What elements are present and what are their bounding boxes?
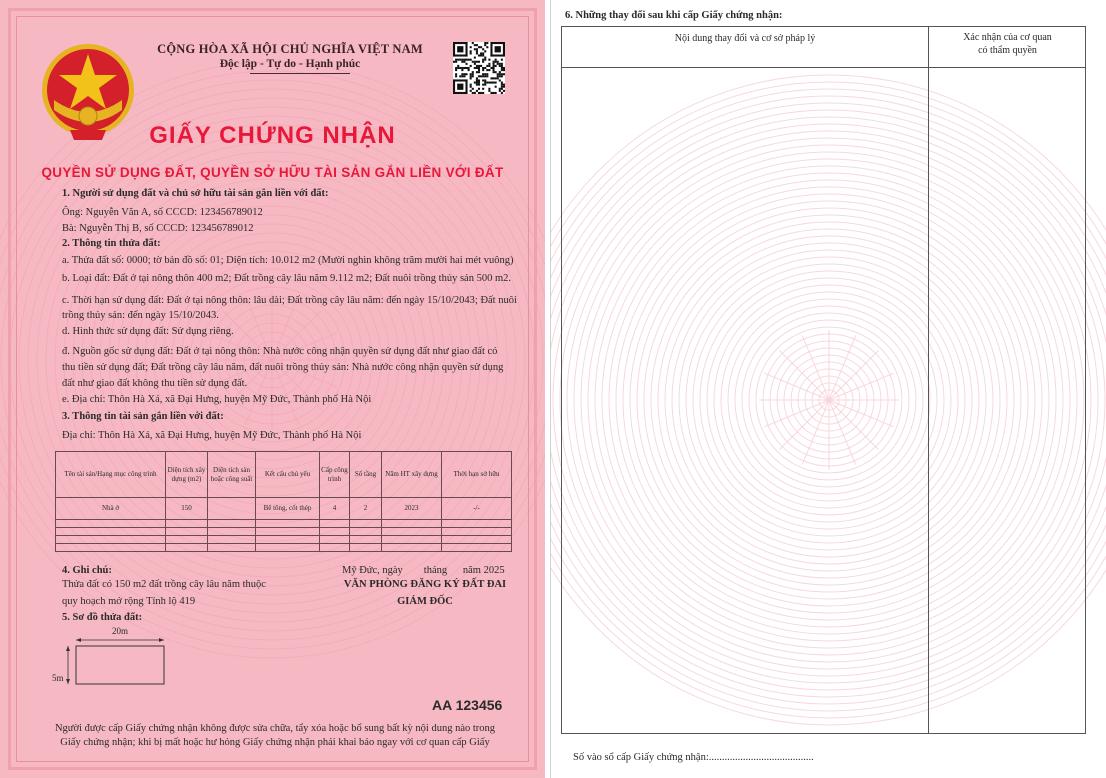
serial-number: AA 123456 xyxy=(432,697,503,713)
table-header: Số tầng xyxy=(350,452,382,498)
parcel-line: đất như giao đất không thu tiền sử dụng đất. xyxy=(62,378,248,389)
changes-column-header: Nội dung thay đổi và cơ sở pháp lý xyxy=(674,33,816,44)
changes-table xyxy=(561,26,1086,734)
parcel-line: c. Thời hạn sử dụng đất: Đất ở tại nông thôn: lâu dài; Đất trồng cây lâu năm: đến ngày 15/10/2043; Đất nuôi xyxy=(62,295,517,306)
table-header-row xyxy=(56,452,512,498)
table-row-empty xyxy=(56,544,512,552)
asset-address: Địa chỉ: Thôn Hà Xá, xã Đại Hưng, huyện Mỹ Đức, Thành phố Hà Nội xyxy=(62,430,362,441)
note-line: Thửa đất có 150 m2 đất trồng cây lâu năm thuộc xyxy=(62,579,266,590)
national-motto: Độc lập - Tự do - Hạnh phúc xyxy=(219,58,361,70)
table-row-empty xyxy=(56,520,512,528)
header-line: có thẩm quyền xyxy=(978,45,1037,56)
certificate-subtitle: QUYỀN SỬ DỤNG ĐẤT, QUYỀN SỞ HỮU TÀI SẢN GẮN LIỀN VỚI ĐẤT xyxy=(41,165,504,180)
footer-line: Giấy chứng nhận; khi bị mất hoặc hư hỏng Giấy chứng nhận phải khai báo ngay với cơ quan cấp Giấy xyxy=(60,737,490,748)
height-label: 5m xyxy=(52,673,64,683)
table-cell: Bê tông, cốt thép xyxy=(256,498,320,520)
table-header: Diện tích xây dựng (m2) xyxy=(166,452,208,498)
confirmation-column-header xyxy=(928,31,1087,57)
motto-underline xyxy=(250,73,350,74)
table-cell: 2 xyxy=(350,498,382,520)
note-line: quy hoạch mở rộng Tỉnh lộ 419 xyxy=(62,596,196,607)
table-header: Diện tích sàn hoặc công suất xyxy=(208,452,256,498)
asset-table xyxy=(55,451,512,552)
table-header: Năm HT xây dựng xyxy=(382,452,442,498)
issuing-office: VĂN PHÒNG ĐĂNG KÝ ĐẤT ĐAI xyxy=(343,579,507,590)
table-row-empty xyxy=(56,536,512,544)
qr-code-icon xyxy=(453,42,505,94)
table-cell: Nhà ở xyxy=(56,498,166,520)
changes-section-title: 6. Những thay đổi sau khi cấp Giấy chứng nhận: xyxy=(565,10,783,21)
table-header: Cấp công trình xyxy=(320,452,350,498)
header-divider xyxy=(562,67,1085,68)
registry-number-field: Số vào sổ cấp Giấy chứng nhận:........................................ xyxy=(573,752,814,763)
parcel-line: a. Thửa đất số: 0000; tờ bản đồ số: 01; Diện tích: 10.012 m2 (Mười nghìn không trăm mười hai mét vuông) xyxy=(62,255,514,266)
table-cell: 150 xyxy=(166,498,208,520)
parcel-line: trồng thủy sản: đến ngày 15/10/2043. xyxy=(62,310,219,321)
signer-title: GIÁM ĐỐC xyxy=(397,596,453,607)
parcel-line: b. Loại đất: Đất ở tại nông thôn 400 m2; Đất trồng cây lâu năm 9.112 m2; Đất nuôi trồng thủy sản 500 m2. xyxy=(62,273,512,284)
header-line: Xác nhận của cơ quan xyxy=(963,32,1052,43)
plot-diagram xyxy=(40,618,180,698)
parcel-rectangle xyxy=(76,646,164,684)
width-label: 20m xyxy=(112,626,129,636)
section3-heading: 3. Thông tin tài sản gắn liền với đất: xyxy=(62,411,224,422)
table-row xyxy=(56,498,512,520)
certificate-front-page xyxy=(0,0,545,778)
table-cell: 2023 xyxy=(382,498,442,520)
table-cell: 4 xyxy=(320,498,350,520)
table-cell xyxy=(208,498,256,520)
section4-heading: 4. Ghi chú: xyxy=(62,565,112,576)
owner-line: Bà: Nguyễn Thị B, số CCCD: 123456789012 xyxy=(62,223,254,234)
table-header: Kết cấu chủ yếu xyxy=(256,452,320,498)
footer-line: Người được cấp Giấy chứng nhận không được sửa chữa, tẩy xóa hoặc bổ sung bất kỳ nội dung nào trong xyxy=(54,723,496,734)
section5-heading: 5. Sơ đồ thửa đất: xyxy=(62,612,143,623)
table-row-empty xyxy=(56,528,512,536)
certificate-changes-page xyxy=(550,0,1106,778)
parcel-line: thu tiền sử dụng đất; Đất trồng cây lâu năm, đất nuôi trồng thủy sản: Nhà nước công nhận quyền sử dụng xyxy=(62,362,504,373)
parcel-line: d. Hình thức sử dụng đất: Sử dụng riêng. xyxy=(62,326,234,337)
owner-line: Ông: Nguyễn Văn A, số CCCD: 123456789012 xyxy=(62,207,263,218)
footer-warning xyxy=(30,722,520,750)
parcel-line: đ. Nguồn gốc sử dụng đất: Đất ở tại nông thôn: Nhà nước công nhận quyền sử dụng đất như giao đất có xyxy=(62,346,498,357)
signing-date: Mỹ Đức, ngày tháng năm 2025 xyxy=(342,565,505,576)
parcel-line: e. Địa chỉ: Thôn Hà Xá, xã Đại Hưng, huyện Mỹ Đức, Thành phố Hà Nội xyxy=(62,394,372,405)
table-header: Thời hạn sở hữu xyxy=(442,452,512,498)
table-cell: -/- xyxy=(442,498,512,520)
certificate-title: GIẤY CHỨNG NHẬN xyxy=(149,122,396,149)
nation-name: CỘNG HÒA XÃ HỘI CHỦ NGHĨA VIỆT NAM xyxy=(157,42,423,56)
section2-heading: 2. Thông tin thửa đất: xyxy=(62,238,161,249)
section1-heading: 1. Người sử dụng đất và chủ sở hữu tài sản gắn liền với đất: xyxy=(62,188,329,199)
column-divider xyxy=(928,27,929,733)
table-header: Tên tài sản/Hạng mục công trình xyxy=(56,452,166,498)
